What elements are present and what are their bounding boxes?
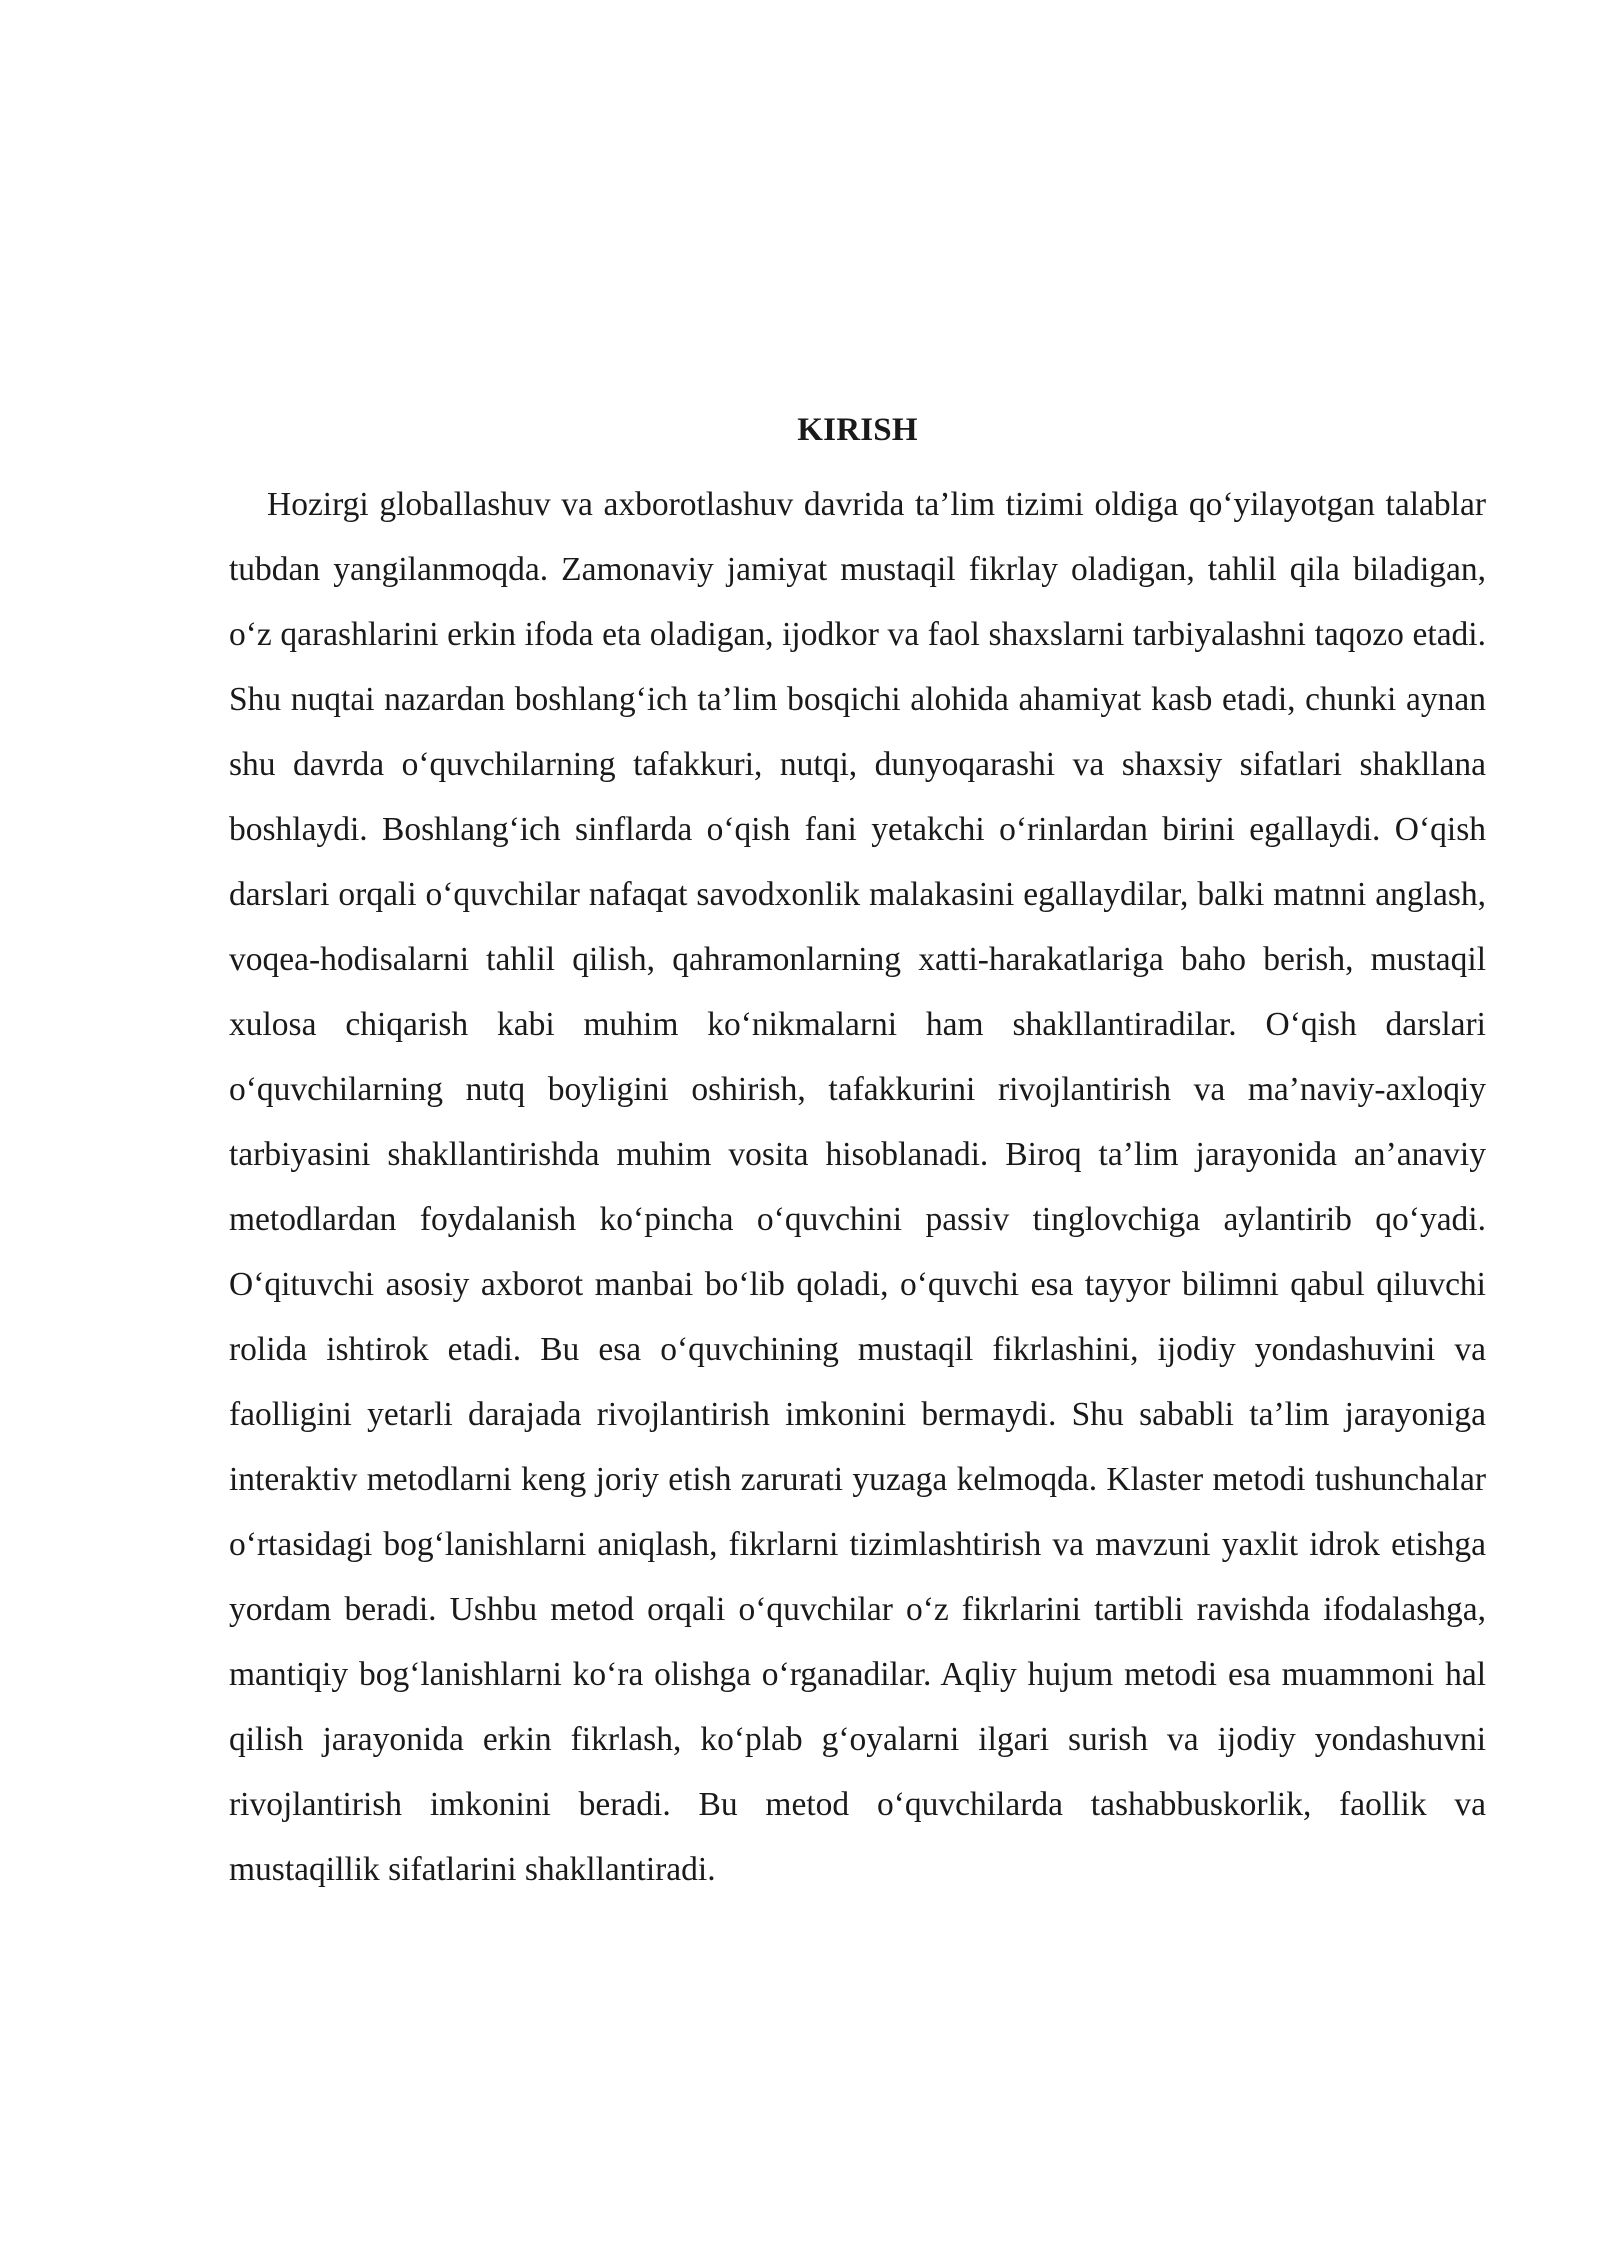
document-content bbox=[229, 410, 1486, 1902]
body-paragraph: Hozirgi globallashuv va axborotlashuv davrida ta’lim tizimi oldiga qo‘yilayotgan talablar tubdan yangilanmoqda. Zamonaviy jamiyat mustaqil fikrlay oladigan, tahlil qila biladigan, o‘z qarashlarini erkin ifoda eta oladigan, ijodkor va faol shaxslarni tarbiyalashni taqozo etadi. Shu nuqtai nazardan boshlang‘ich ta’lim bosqichi alohida ahamiyat kasb etadi, chunki aynan shu davrda o‘quvchilarning tafakkuri, nutqi, dunyoqarashi va shaxsiy sifatlari shakllana boshlaydi. Boshlang‘ich sinflarda o‘qish fani yetakchi o‘rinlardan birini egallaydi. O‘qish darslari orqali o‘quvchilar nafaqat savodxonlik malakasini egallaydilar, balki matnni anglash, voqea-hodisalarni tahlil qilish, qahramonlarning xatti-harakatlariga baho berish, mustaqil xulosa chiqarish kabi muhim ko‘nikmalarni ham shakllantiradilar. O‘qish darslari o‘quvchilarning nutq boyligini oshirish, tafakkurini rivojlantirish va ma’naviy-axloqiy tarbiyasini shakllantirishda muhim vosita hisoblanadi. Biroq ta’lim jarayonida an’anaviy metodlardan foydalanish ko‘pincha o‘quvchini passiv tinglovchiga aylantirib qo‘yadi. O‘qituvchi asosiy axborot manbai bo‘lib qoladi, o‘quvchi esa tayyor bilimni qabul qiluvchi rolida ishtirok etadi. Bu esa o‘quvchining mustaqil fikrlashini, ijodiy yondashuvini va faolligini yetarli darajada rivojlantirish imkonini bermaydi. Shu sababli ta’lim jarayoniga interaktiv metodlarni keng joriy etish zarurati yuzaga kelmoqda. Klaster metodi tushunchalar o‘rtasidagi bog‘lanishlarni aniqlash, fikrlarni tizimlashtirish va mavzuni yaxlit idrok etishga yordam beradi. Ushbu metod orqali o‘quvchilar o‘z fikrlarini tartibli ravishda ifodalashga, mantiqiy bog‘lanishlarni ko‘ra olishga o‘rganadilar. Aqliy hujum metodi esa muammoni hal qilish jarayonida erkin fikrlash, ko‘plab g‘oyalarni ilgari surish va ijodiy yondashuvni rivojlantirish imkonini beradi. Bu metod o‘quvchilarda tashabbuskorlik, faollik va mustaqillik sifatlarini shakllantiradi. bbox=[229, 486, 1486, 1888]
section-heading: KIRISH bbox=[797, 412, 918, 448]
